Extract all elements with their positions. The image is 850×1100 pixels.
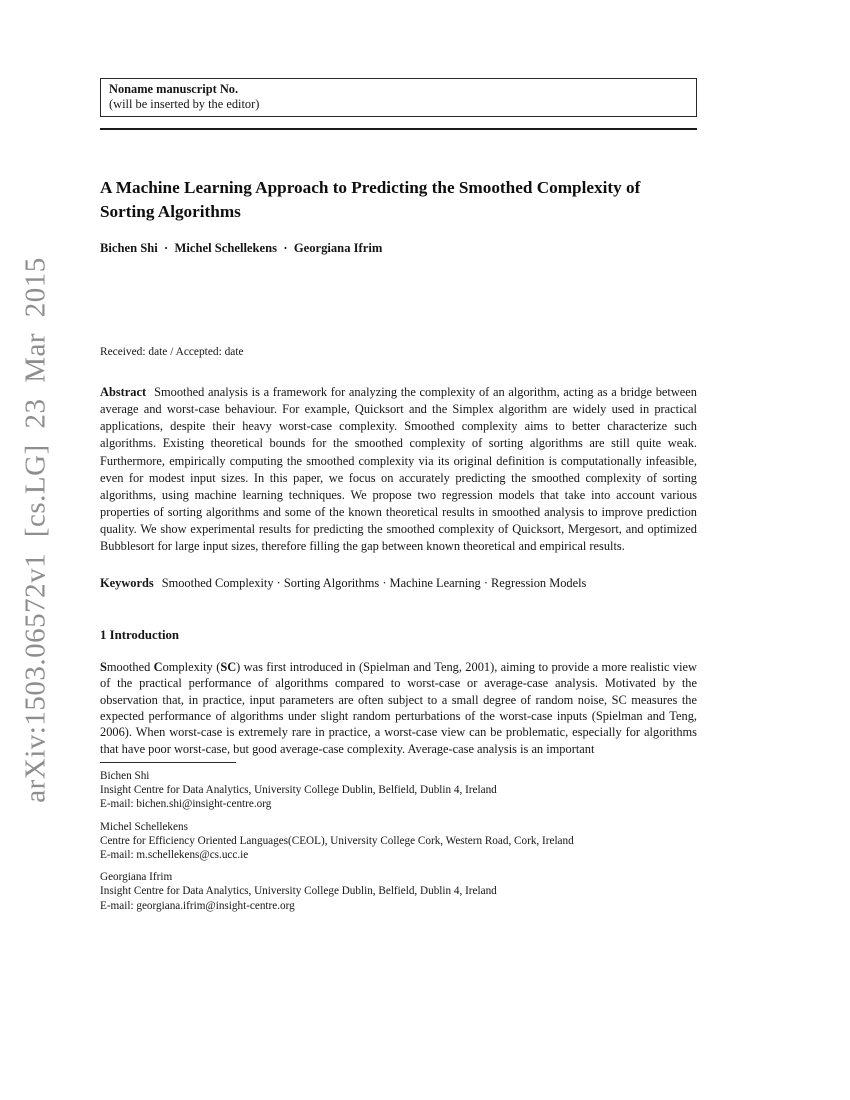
authors-line: Bichen Shi · Michel Schellekens · Georgiana Ifrim (100, 241, 383, 255)
abstract-label: Abstract (100, 385, 147, 399)
footnote-block (100, 820, 697, 863)
footnote-affiliation: Insight Centre for Data Analytics, University College Dublin, Belfield, Dublin 4, Ireland (100, 885, 497, 898)
footnote-affiliation: Centre for Efficiency Oriented Languages(CEOL), University College Cork, Western Road, Cork, Ireland (100, 834, 574, 847)
header-rule (100, 128, 697, 130)
manuscript-header-line1: Noname manuscript No. (109, 82, 239, 96)
abstract-paragraph (100, 384, 697, 556)
manuscript-header-line2: (will be inserted by the editor) (109, 96, 260, 111)
section-heading-introduction: 1 Introduction (100, 628, 180, 642)
keywords-label: Keywords (100, 576, 154, 590)
abstract-text: Smoothed analysis is a framework for analyzing the complexity of an algorithm, acting as a bridge between average and worst-case behaviour. For example, Quicksort and the Simplex algorithm are widely used in practical applications, despite their heavy worst-case complexity. Smoothed complexity aims to better characterize such algorithms. Existing theoretical bounds for the smoothed complexity of sorting algorithms are still quite weak. Furthermore, empirically computing the smoothed complexity via its original definition is computationally infeasible, even for modest input sizes. In this paper, we focus on accurately predicting the smoothed complexity of sorting algorithms, using machine learning techniques. We propose two regression models that take into account various properties of sorting algorithms and some of the known theoretical results in smoothed analysis to improve prediction quality. We show experimental results for predicting the smoothed complexity of Quicksort, Mergesort, and optimized Bubblesort for large input sizes, therefore filling the gap between known theoretical and empirical results. (100, 385, 697, 554)
footnote-name: Georgiana Ifrim (100, 871, 173, 884)
keywords-line (100, 576, 697, 591)
keywords-list: Smoothed Complexity · Sorting Algorithms · Machine Learning · Regression Models (161, 576, 587, 590)
footnote-block (100, 769, 697, 812)
footnote-name: Bichen Shi (100, 770, 150, 782)
footnote-block (100, 870, 697, 913)
footnotes (100, 769, 697, 921)
footnote-name: Michel Schellekens (100, 820, 188, 833)
footnote-email: E-mail: m.schellekens@cs.ucc.ie (100, 849, 249, 862)
footnote-email: E-mail: bichen.shi@insight-centre.org (100, 798, 272, 811)
arxiv-watermark: arXiv:1503.06572v1 [cs.LG] 23 Mar 2015 (19, 257, 52, 803)
footnote-email: E-mail: georgiana.ifrim@insight-centre.org (100, 899, 295, 912)
manuscript-header-box (100, 78, 697, 117)
footnote-rule (100, 762, 236, 763)
received-accepted-line: Received: date / Accepted: date (100, 346, 244, 358)
intro-paragraph: Smoothed Complexity (SC) was first introduced in (Spielman and Teng, 2001), aiming to provide a more realistic view of the practical performance of algorithms compared to worst-case or average-case analysis. Motivated by the observation that, in practice, input parameters are often subject to a small degree of random noise, SC measures the expected performance of algorithms under slight random perturbations of the worst-case inputs (Spielman and Teng, 2006). When worst-case is extremely rare in practice, a worst-case view can be problematic, especially for algorithms that have poor worst-case, but good average-case complexity. Average-case analysis is an important (100, 660, 697, 756)
paper-title: A Machine Learning Approach to Predicting the Smoothed Complexity of Sorting Algorithms (100, 178, 641, 221)
footnote-affiliation: Insight Centre for Data Analytics, University College Dublin, Belfield, Dublin 4, Ireland (100, 784, 497, 797)
